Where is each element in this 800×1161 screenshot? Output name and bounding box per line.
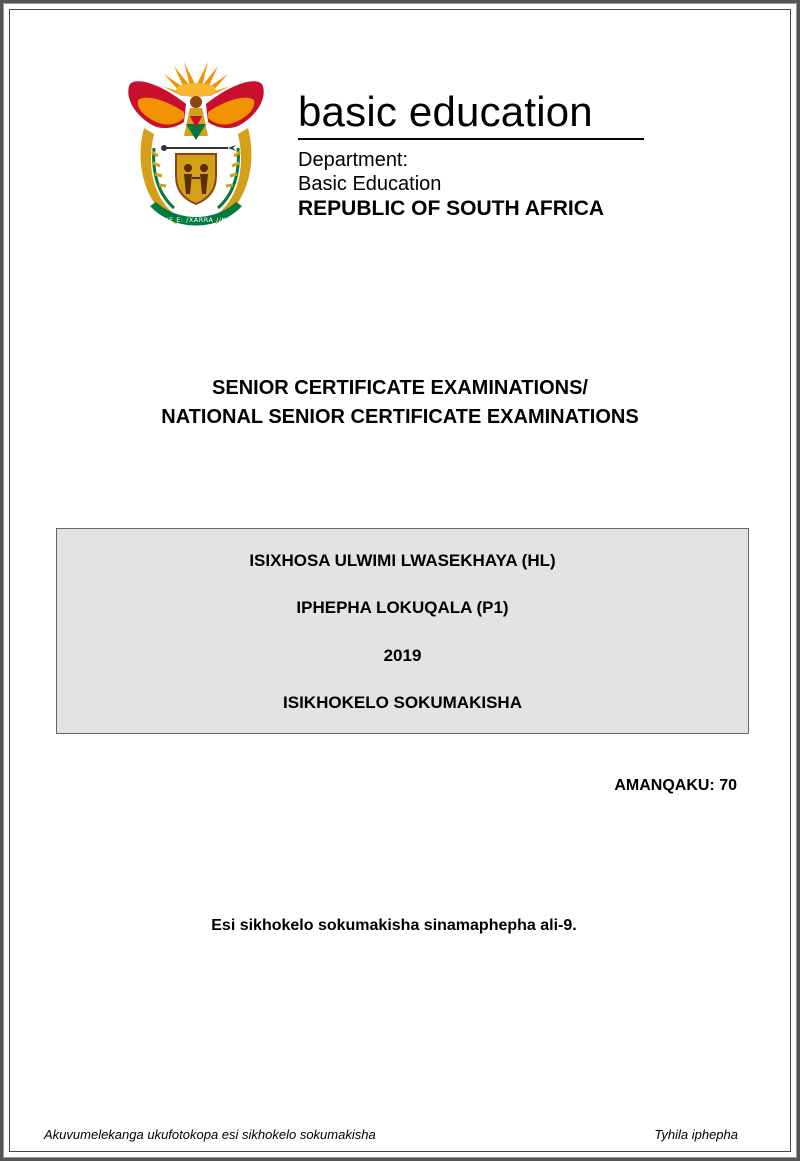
department-header	[298, 90, 648, 222]
department-wordmark: basic education	[298, 90, 644, 140]
exam-title	[0, 374, 800, 432]
motto-text: !KE E: /XARRA //KE	[161, 216, 231, 224]
department-name: Basic Education	[298, 173, 442, 195]
coat-of-arms-logo	[124, 56, 268, 236]
document-type-line: ISIKHOKELO SOKUMAKISHA	[283, 693, 522, 712]
paper-line: IPHEPHA LOKUQALA (P1)	[296, 598, 509, 617]
exam-title-line-1: SENIOR CERTIFICATE EXAMINATIONS/	[212, 377, 588, 399]
country-name: REPUBLIC OF SOUTH AFRICA	[298, 197, 605, 220]
sun-icon	[162, 62, 230, 97]
year-line: 2019	[383, 646, 422, 665]
paper-info-box	[56, 528, 749, 734]
total-marks: AMANQAKU: 70	[614, 777, 737, 794]
spear-icon	[161, 145, 236, 151]
shield-icon	[176, 154, 216, 204]
department-label: Department:	[298, 149, 409, 171]
page-count-note: Esi sikhokelo sokumakisha sinamaphepha ali-9.	[211, 917, 577, 934]
bird-body	[184, 96, 208, 140]
subject-line: ISIXHOSA ULWIMI LWASEKHAYA (HL)	[249, 551, 556, 570]
exam-title-line-2: NATIONAL SENIOR CERTIFICATE EXAMINATIONS	[161, 406, 639, 428]
footer-copyright-note: Akuvumelekanga ukufotokopa esi sikhokelo sokumakisha	[44, 1127, 376, 1142]
footer-turn-over: Tyhila iphepha	[654, 1127, 738, 1142]
